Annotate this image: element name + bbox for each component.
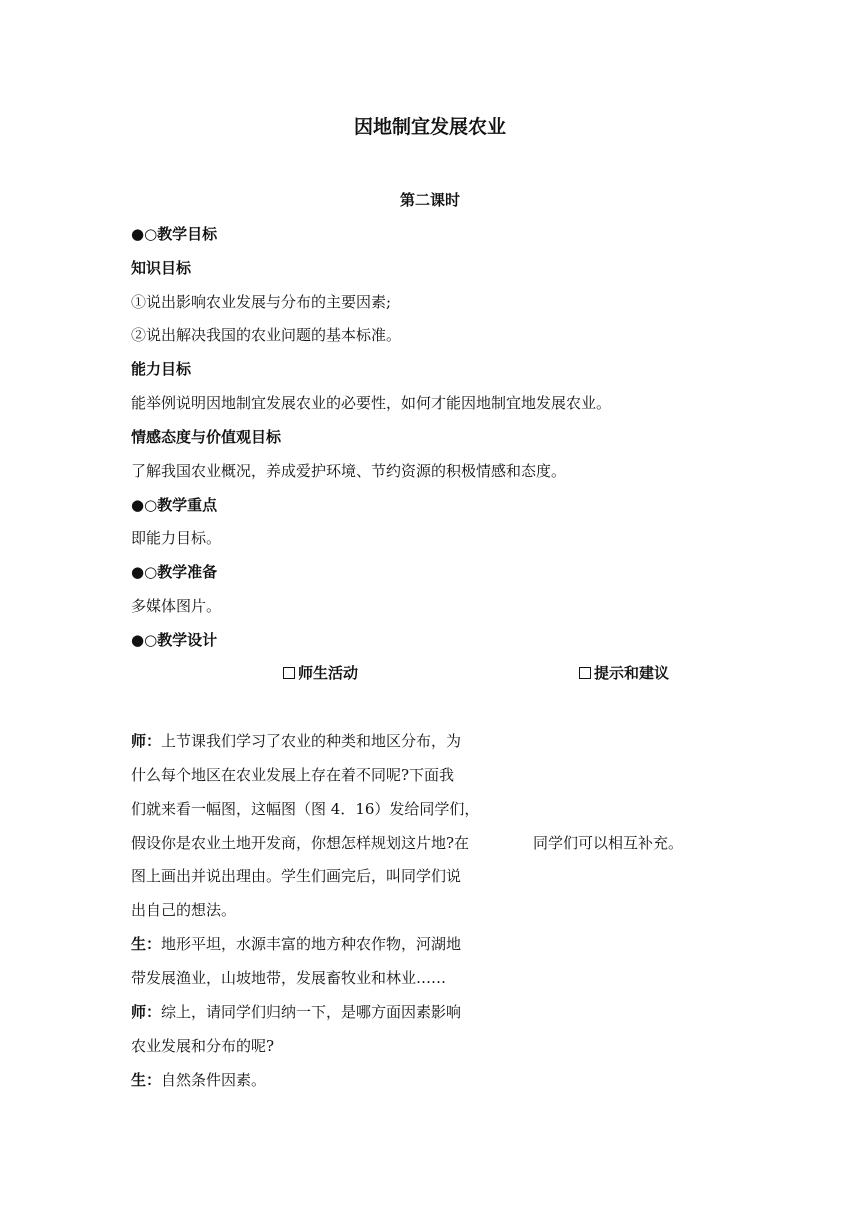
speaker-label: 师： — [131, 1003, 162, 1021]
lesson-subtitle: 第二课时 — [399, 191, 460, 209]
column-header-activities-label: 师生活动 — [298, 664, 359, 682]
dialogue-text: 综上，请同学们归纳一下，是哪方面因素影响 — [161, 1003, 462, 1021]
speaker-label: 生： — [131, 1071, 162, 1089]
dialogue-text: 假设你是农业土地开发商，你想怎样规划这片地?在 — [131, 834, 470, 852]
dialogue-line — [131, 898, 236, 922]
dialogue-line — [131, 763, 454, 787]
dialogue-line — [131, 1000, 461, 1024]
document-title: 因地制宜发展农业 — [353, 116, 506, 138]
speaker-label: 生： — [131, 935, 162, 953]
dialogue-line — [131, 729, 461, 753]
ability-goal-text: 能举例说明因地制宜发展农业的必要性，如何才能因地制宜地发展农业。 — [131, 394, 612, 412]
dialogue-line — [131, 864, 461, 888]
ability-goals-heading: 能力目标 — [131, 360, 192, 378]
preparation-heading: ●○教学准备 — [131, 563, 218, 581]
dialogue-text: 们就来看一幅图，这幅图（图 4．16）发给同学们， — [131, 800, 480, 818]
dialogue-line — [131, 797, 479, 821]
knowledge-goal-1: ①说出影响农业发展与分布的主要因素; — [131, 293, 392, 311]
suggestion-note: 同学们可以相互补充。 — [533, 834, 684, 852]
dialogue-text: 图上画出并说出理由。学生们画完后，叫同学们说 — [131, 867, 462, 885]
dialogue-text: 农业发展和分布的呢? — [131, 1037, 275, 1055]
dialogue-line — [131, 1034, 274, 1058]
emotion-goals-heading: 情感态度与价值观目标 — [131, 428, 282, 446]
column-header-suggestions-label: 提示和建议 — [594, 664, 670, 682]
preparation-text: 多媒体图片。 — [131, 597, 222, 615]
dialogue-text: 自然条件因素。 — [161, 1071, 267, 1089]
teaching-goals-heading: ●○教学目标 — [131, 225, 218, 243]
key-points-text: 即能力目标。 — [131, 529, 222, 547]
checkbox-square-icon — [579, 667, 591, 679]
dialogue-text: 出自己的想法。 — [131, 901, 237, 919]
teaching-design-heading: ●○教学设计 — [131, 631, 218, 649]
key-points-heading: ●○教学重点 — [131, 496, 218, 514]
dialogue-text: 带发展渔业，山坡地带，发展畜牧业和林业…… — [131, 969, 447, 987]
dialogue-line — [131, 1068, 266, 1092]
dialogue-line — [131, 831, 469, 855]
dialogue-text: 什么每个地区在农业发展上存在着不同呢?下面我 — [131, 766, 455, 784]
dialogue-text: 上节课我们学习了农业的种类和地区分布，为 — [161, 732, 462, 750]
column-header-suggestions — [579, 661, 669, 685]
dialogue-line — [131, 966, 446, 990]
knowledge-goal-2: ②说出解决我国的农业问题的基本标准。 — [131, 326, 402, 344]
checkbox-square-icon — [283, 667, 295, 679]
emotion-goal-text: 了解我国农业概况，养成爱护环境、节约资源的积极情感和态度。 — [131, 462, 567, 480]
column-header-activities — [283, 661, 358, 685]
dialogue-text: 地形平坦，水源丰富的地方种农作物，河湖地 — [161, 935, 462, 953]
speaker-label: 师： — [131, 732, 162, 750]
knowledge-goals-heading: 知识目标 — [131, 259, 192, 277]
dialogue-line — [131, 932, 461, 956]
